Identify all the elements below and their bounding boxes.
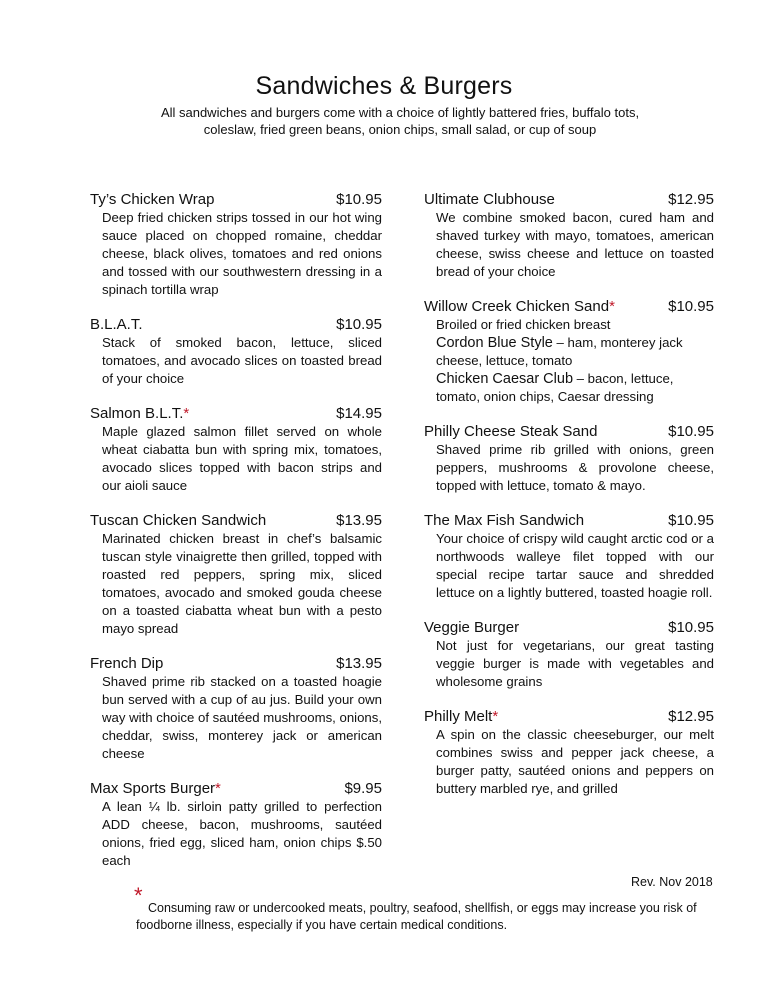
- menu-item-blat: [90, 315, 382, 388]
- page-title: Sandwiches & Burgers: [255, 72, 513, 100]
- menu-item-philly-melt: [424, 707, 714, 798]
- option-detail: – ham, monterey jack: [552, 335, 683, 350]
- item-description: A spin on the classic cheeseburger, our melt combines swiss and pepper jack cheese, a burger patty, sautéed onions and peppers on buttery marbled rye, and grilled: [436, 727, 714, 796]
- right-column: [424, 190, 714, 814]
- option-detail: – bacon, lettuce,: [573, 371, 674, 386]
- option-detail-continued: cheese, lettuce, tomato: [436, 353, 573, 368]
- item-name: Philly Melt: [424, 708, 493, 725]
- menu-item-philly-cheese-steak-sand: [424, 422, 714, 495]
- item-description: Stack of smoked bacon, lettuce, sliced tomatoes, and avocado slices on toasted bread of your choice: [102, 335, 382, 386]
- menu-item-ultimate-clubhouse: [424, 190, 714, 281]
- item-description: Deep fried chicken strips tossed in our hot wing sauce placed on chopped romaine, cheddar cheese, black olives, tomatoes and red onions and tossed with our southwestern dressing in a spinach tortilla wrap: [102, 210, 382, 297]
- item-price: $12.95: [668, 708, 714, 725]
- item-name: Philly Cheese Steak Sand: [424, 423, 598, 440]
- revision-date: Rev. Nov 2018: [631, 875, 713, 889]
- option-chicken-caesar-club: [436, 370, 714, 388]
- item-name: B.L.A.T.: [90, 316, 143, 333]
- menu-item-french-dip: [90, 654, 382, 763]
- disclaimer-asterisk: *: [134, 883, 143, 908]
- left-column: [90, 190, 382, 886]
- item-price: $10.95: [668, 619, 714, 636]
- item-price: $10.95: [668, 423, 714, 440]
- item-price: $13.95: [336, 655, 382, 672]
- item-description: Not just for vegetarians, our great tasting veggie burger is made with vegetables and wholesome grains: [436, 638, 714, 689]
- item-name: French Dip: [90, 655, 164, 672]
- item-price: $10.95: [336, 316, 382, 333]
- menu-item-max-fish-sandwich: [424, 511, 714, 602]
- option-title: Chicken Caesar Club: [436, 371, 574, 387]
- item-price: $10.95: [336, 191, 382, 208]
- food-safety-disclaimer: [134, 883, 716, 934]
- menu-item-salmon-blt: [90, 404, 382, 495]
- item-price: $14.95: [336, 405, 382, 422]
- item-price: $9.95: [344, 780, 382, 797]
- item-description: Shaved prime rib grilled with onions, green peppers, mushrooms & provolone cheese, topped with lettuce, tomato & mayo.: [436, 442, 714, 493]
- page-subtitle: All sandwiches and burgers come with a choice of lightly battered fries, buffalo tots, coleslaw, fried green beans, onion chips, small salad, or cup of soup: [160, 105, 640, 137]
- raw-warning-asterisk: *: [609, 298, 615, 315]
- item-description: Shaved prime rib stacked on a toasted hoagie bun served with a cup of au jus. Build your own way with choice of sautéed mushrooms, onions, cheddar, swiss, monterey jack or american cheese: [102, 674, 383, 761]
- menu-item-willow-creek-chicken-sand: [424, 297, 714, 406]
- menu-item-tuscan-chicken-sandwich: [90, 511, 382, 638]
- raw-warning-asterisk: *: [492, 708, 499, 725]
- item-description: Marinated chicken breast in chef’s balsamic tuscan style vinaigrette then grilled, topped with roasted red peppers, spring mix, sliced tomatoes, avocado and smoked gouda cheese on a toasted ciabatta wheat bun with a pesto mayo spread: [102, 531, 382, 636]
- item-name: Ultimate Clubhouse: [424, 191, 555, 208]
- item-description: Broiled or fried chicken breast: [436, 317, 611, 332]
- menu-item-max-sports-burger: [90, 779, 382, 870]
- disclaimer-text: Consuming raw or undercooked meats, poultry, seafood, shellfish, or eggs may increase you risk of foodborne illness, especially if you have certain medical conditions.: [136, 901, 697, 932]
- menu-item-tys-chicken-wrap: [90, 190, 382, 299]
- item-name: Ty’s Chicken Wrap: [90, 191, 215, 208]
- option-title: Cordon Blue Style: [436, 335, 553, 351]
- item-name: Salmon B.L.T.: [90, 405, 184, 422]
- item-description: We combine smoked bacon, cured ham and shaved turkey with mayo, tomatoes, american cheese, swiss cheese and lettuce on toasted bread of your choice: [436, 210, 714, 279]
- item-name: Max Sports Burger: [90, 780, 216, 797]
- item-name: Tuscan Chicken Sandwich: [90, 512, 267, 529]
- item-name: Willow Creek Chicken Sand: [424, 298, 610, 315]
- item-description: Maple glazed salmon fillet served on whole wheat ciabatta bun with spring mix, tomatoes, avocado slices topped with bacon strips and our aioli sauce: [102, 424, 382, 493]
- item-description: A lean ¼ lb. sirloin patty grilled to perfection ADD cheese, bacon, mushrooms, sautéed onions, fried egg, sliced ham, onion chips $.50 each: [102, 799, 382, 868]
- option-detail-continued: tomato, onion chips, Caesar dressing: [436, 389, 654, 404]
- raw-warning-asterisk: *: [215, 780, 221, 797]
- menu-item-veggie-burger: [424, 618, 714, 691]
- item-price: $12.95: [668, 191, 714, 208]
- option-cordon-blue: [436, 334, 714, 352]
- raw-warning-asterisk: *: [183, 405, 190, 422]
- item-price: $10.95: [668, 298, 714, 315]
- item-price: $13.95: [336, 512, 382, 529]
- item-price: $10.95: [668, 512, 714, 529]
- item-name: Veggie Burger: [424, 619, 520, 636]
- item-description: Your choice of crispy wild caught arctic cod or a northwoods walleye filet topped with our special recipe tartar sauce and shredded lettuce on a lightly buttered, toasted hoagie roll.: [436, 531, 714, 600]
- item-name: The Max Fish Sandwich: [424, 512, 585, 529]
